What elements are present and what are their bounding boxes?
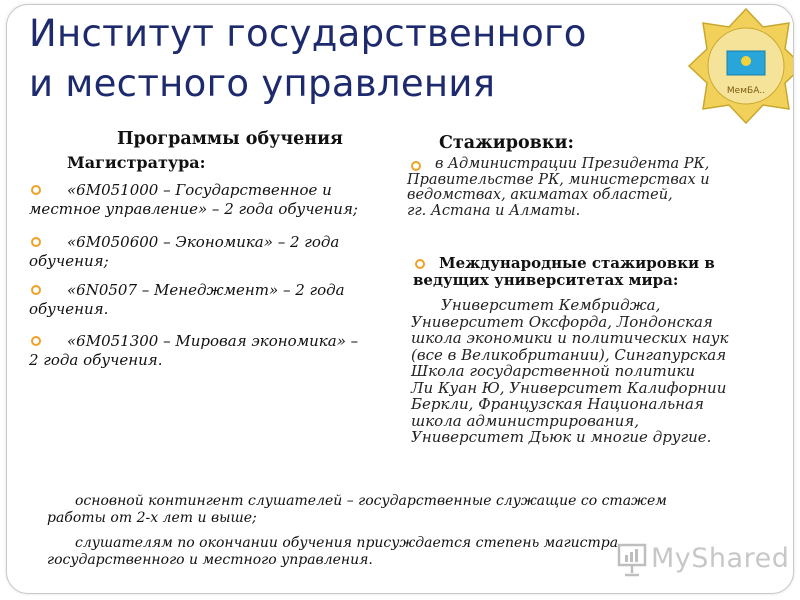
title-line-1: Институт государственного <box>29 12 587 55</box>
university-line-9: Университет Дьюк и многие другие. <box>411 428 712 446</box>
program-item-1-line-1: «6М051000 – Государственное и <box>67 181 332 199</box>
university-line-3: школа экономики и политических наук <box>411 329 729 347</box>
program-item-4-line-1: «6М051300 – Мировая экономика» – <box>67 332 359 350</box>
footer-note-2-line-1: слушателям по окончании обучения присуждается степень магистра <box>75 535 619 551</box>
footer-note-1-line-1: основной контингент слушателей – государственные служащие со стажем <box>75 493 667 509</box>
program-item-3 <box>29 281 407 319</box>
domestic-line-1: в Администрации Президента РК, <box>435 156 710 172</box>
university-line-4: (все в Великобритании), Сингапурская <box>411 345 727 364</box>
badge-label: МемБА.. <box>726 86 766 96</box>
program-item-3-line-2: обучения. <box>29 300 109 318</box>
footer-note-2-line-2: государственного и местного управления. <box>47 552 373 568</box>
slide <box>6 4 794 594</box>
program-item-3-line-1: «6N0507 – Менеджмент» – 2 года <box>67 281 345 299</box>
university-line-1: Университет Кембриджа, <box>441 296 661 314</box>
page-title <box>29 9 669 109</box>
international-heading-line-1: Международные стажировки в <box>439 254 715 272</box>
domestic-line-2: Правительстве РК, министерствах и <box>407 171 710 188</box>
university-line-2: Университет Оксфорда, Лондонская <box>411 312 713 331</box>
international-heading <box>413 255 773 289</box>
masters-heading: Магистратура: <box>67 153 206 172</box>
title-line-2: и местного управления <box>29 62 496 105</box>
program-item-2-line-1: «6М050600 – Экономика» – 2 года <box>67 233 340 251</box>
international-heading-line-2: ведущих университетах мира: <box>413 271 679 289</box>
university-line-8: школа администрирования, <box>411 411 639 430</box>
program-item-4-line-2: 2 года обучения. <box>29 351 163 369</box>
footer-note-1-line-2: работы от 2-х лет и выше; <box>47 510 257 526</box>
footer-note-1 <box>47 493 747 527</box>
presentation-icon <box>617 543 647 577</box>
internships-heading: Стажировки: <box>439 133 574 153</box>
international-universities <box>411 297 781 446</box>
program-item-4 <box>29 332 407 370</box>
domestic-internships <box>407 157 777 219</box>
domestic-line-4: гг. Астана и Алматы. <box>407 202 581 219</box>
program-item-1 <box>29 181 407 219</box>
university-line-7: Беркли, Французская Национальная <box>411 395 704 413</box>
university-line-5: Школа государственной политики <box>411 362 695 380</box>
program-item-1-line-2: местное управление» – 2 года обучения; <box>29 200 358 218</box>
domestic-line-3: ведомствах, акиматах областей, <box>407 187 673 203</box>
university-line-6: Ли Куан Ю, Университет Калифорнии <box>411 378 727 397</box>
program-item-2-line-2: обучения; <box>29 252 109 270</box>
programs-heading: Программы обучения <box>117 129 343 149</box>
program-item-2 <box>29 233 407 271</box>
watermark: MyShared <box>651 543 790 574</box>
academy-emblem-icon <box>687 7 794 125</box>
